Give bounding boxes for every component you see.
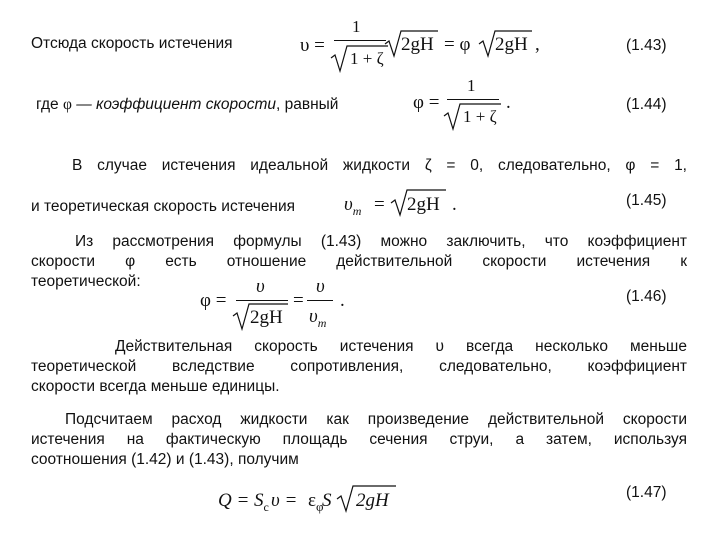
f47-S: S xyxy=(322,490,332,511)
eq-number-1-46: (1.46) xyxy=(626,288,667,305)
f44-numerator: 1 xyxy=(467,76,476,95)
f44-lhs: φ = xyxy=(413,92,440,113)
p1-line-1: Из рассмотрения формулы (1.43) можно заключить, что коэффициент xyxy=(75,233,687,250)
p3-line-3: соотношения (1.42) и (1.43), получим xyxy=(31,451,299,468)
f47-text: Q = S xyxy=(218,490,264,511)
paragraph-1 xyxy=(31,232,687,292)
f46-den2: υ xyxy=(309,306,318,327)
f46-end: . xyxy=(340,290,345,311)
paragraph-3 xyxy=(31,410,687,470)
f45-sub: m xyxy=(352,203,362,218)
eq-number-1-47: (1.47) xyxy=(626,484,667,501)
f46-fraction-bar-1 xyxy=(236,300,288,301)
f43-lhs: υ = xyxy=(300,35,325,56)
p2-line-3: скорости всегда меньше единицы. xyxy=(31,378,280,395)
text-line-2 xyxy=(36,95,338,115)
f47-radicand: 2gH xyxy=(356,490,389,511)
f46-den1: 2gH xyxy=(250,307,283,328)
f47-phi: φ xyxy=(316,499,324,514)
p3-line-1: Подсчитаем расход жидкости как произведение действительной скорости xyxy=(65,411,687,428)
f45-radicand: 2gH xyxy=(407,194,440,215)
eq-number-1-44: (1.44) xyxy=(626,96,667,113)
p2-line-2: теоретической вследствие сопротивления, следовательно, коэффициент xyxy=(31,358,687,375)
p1-line-2: скорости φ есть отношение действительной скорости истечения к xyxy=(31,253,687,270)
l2-text-c: , равный xyxy=(275,96,339,113)
f44-end: . xyxy=(506,92,511,113)
f43-fraction-bar xyxy=(334,40,386,41)
paragraph-2 xyxy=(31,337,687,397)
f45-eq: = xyxy=(374,194,385,215)
f46-num1: υ xyxy=(256,276,265,297)
f46-den2-sub: m xyxy=(317,315,327,330)
f43-radicand-2: 2gH xyxy=(495,34,528,55)
f43-end: , xyxy=(535,34,540,55)
f44-fraction-bar xyxy=(447,99,499,100)
p1-line-3: теоретической: xyxy=(31,273,141,290)
f43-radicand-1: 2gH xyxy=(401,34,434,55)
eq-number-1-43: (1.43) xyxy=(626,37,667,54)
f46-eq: = xyxy=(293,290,304,311)
l2-text-b: — коэффициент скорости xyxy=(76,96,276,113)
text-line-3 xyxy=(72,156,687,176)
p2-line-1: Действительная скорость истечения υ всегда несколько меньше xyxy=(115,338,687,355)
f47-mid: υ = xyxy=(271,490,298,511)
l2-phi: φ xyxy=(62,96,72,113)
text-line-4: и теоретическая скорость истечения xyxy=(31,198,296,215)
f44-denominator: 1 + ζ xyxy=(463,107,497,126)
f43-mid: = φ xyxy=(444,34,471,55)
l3-text: В случае истечения идеальной жидкости ζ = 0, следовательно, φ = 1, xyxy=(72,157,687,174)
f46-fraction-bar-2 xyxy=(307,300,333,301)
f46-num2: υ xyxy=(316,276,325,297)
l2-text-a: где xyxy=(36,96,59,113)
f45-end: . xyxy=(452,194,457,215)
text-line-1: Отсюда скорость истечения xyxy=(31,35,233,52)
eq-number-1-45: (1.45) xyxy=(626,192,667,209)
p3-line-2: истечения на фактическую площадь сечения струи, а затем, используя xyxy=(31,431,687,448)
f43-numerator: 1 xyxy=(352,17,361,36)
f47-eps: ε xyxy=(308,490,316,511)
f46-lhs: φ = xyxy=(200,290,227,311)
f47-sub: c xyxy=(263,499,269,514)
f43-denominator: 1 + ζ xyxy=(350,49,384,68)
f45-lhs: υ xyxy=(344,194,353,215)
